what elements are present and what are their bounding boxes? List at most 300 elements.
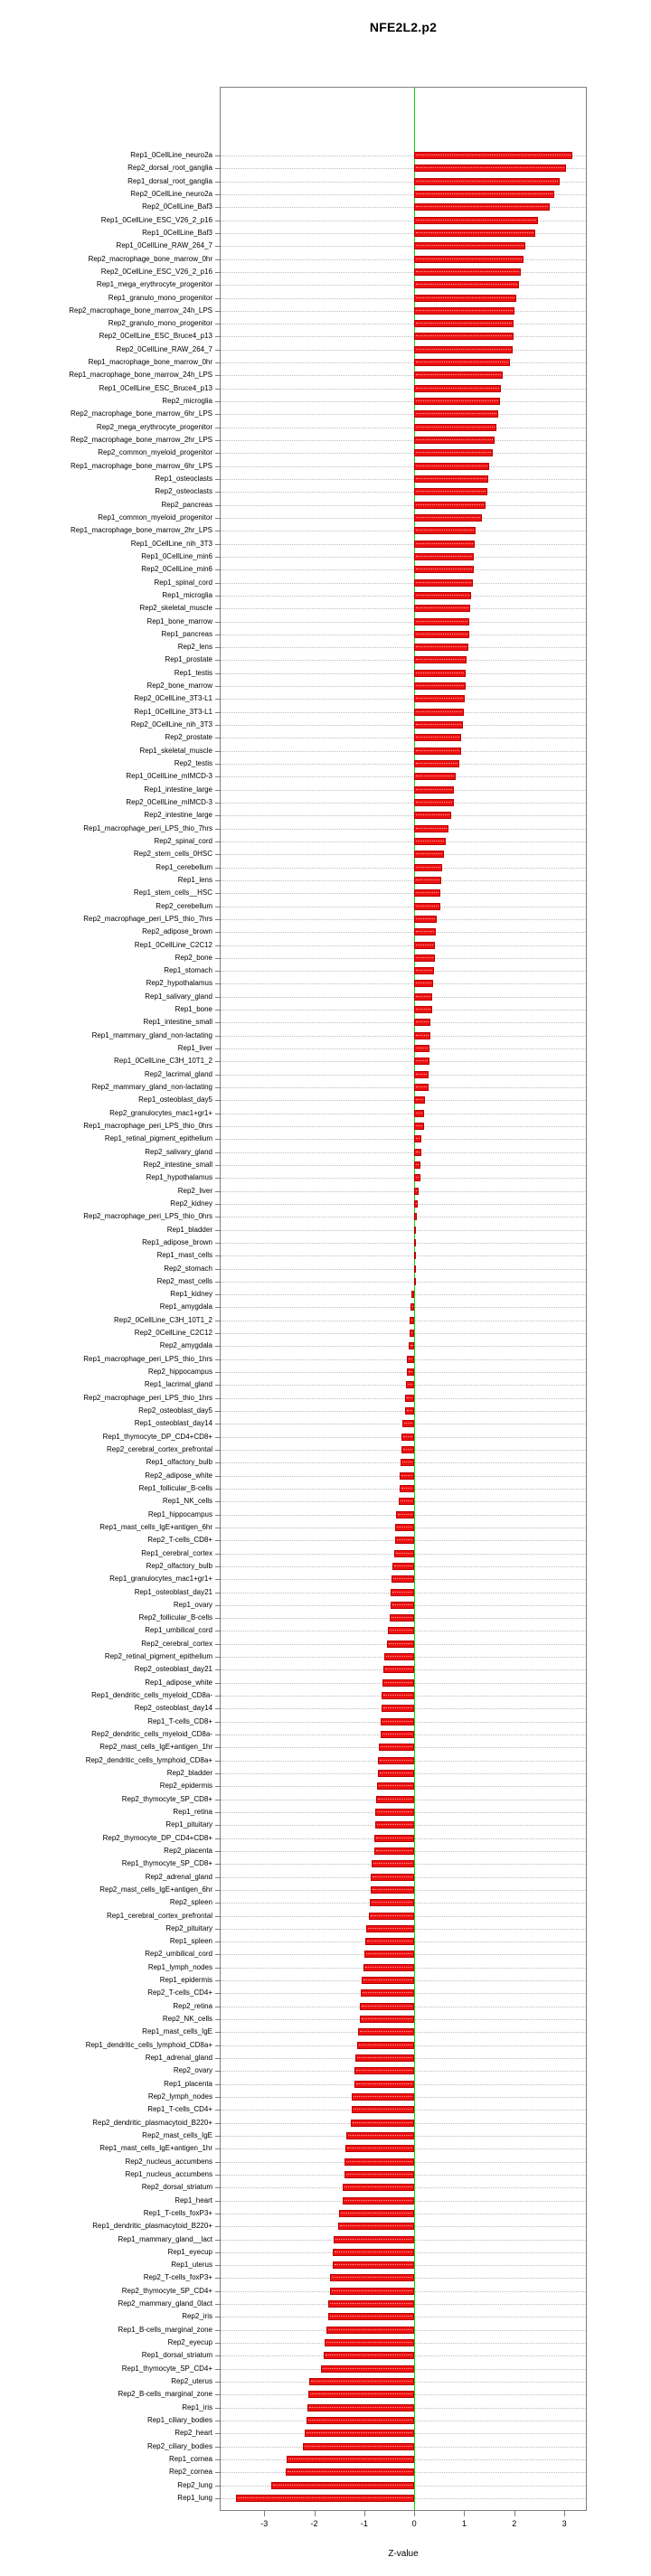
bar xyxy=(414,371,502,379)
bar-row xyxy=(182,2402,586,2414)
row-reference-line xyxy=(221,440,586,441)
bar-row xyxy=(142,2129,586,2142)
bar xyxy=(414,889,440,897)
row-label: Rep1_lens xyxy=(177,875,212,884)
y-tick xyxy=(215,1087,221,1088)
row-label: Rep2_adipose_white xyxy=(145,1471,212,1480)
bar xyxy=(414,281,519,288)
bar-row xyxy=(85,2039,586,2052)
bar-row xyxy=(147,1509,586,1521)
bar-row xyxy=(91,1081,586,1094)
y-tick xyxy=(215,2058,221,2059)
bar xyxy=(414,320,514,327)
y-tick xyxy=(215,2472,221,2473)
y-tick xyxy=(215,2408,221,2409)
row-label: Rep1_NK_cells xyxy=(162,1497,212,1506)
bar xyxy=(414,1174,420,1181)
y-tick xyxy=(215,2433,221,2434)
row-reference-line xyxy=(221,1139,586,1140)
bar xyxy=(365,1938,414,1945)
bar-row xyxy=(143,1016,586,1029)
row-label: Rep1_macrophage_peri_LPS_thio_0hrs xyxy=(83,1122,212,1130)
x-tick-label: 0 xyxy=(411,2519,417,2528)
bar-row xyxy=(141,1638,586,1650)
bar xyxy=(414,747,461,755)
bar-row xyxy=(134,1702,586,1715)
row-reference-line xyxy=(221,868,586,869)
y-tick xyxy=(215,505,221,506)
bar-row xyxy=(177,641,586,653)
row-label: Rep2_thymocyte_SP_CD8+ xyxy=(121,1794,212,1803)
bar xyxy=(414,799,453,806)
bar-row xyxy=(102,1832,586,1845)
bar xyxy=(334,2236,414,2243)
row-label: Rep2_0CellLine_Baf3 xyxy=(142,202,212,212)
y-tick xyxy=(215,2045,221,2046)
bar-row xyxy=(147,1366,586,1378)
bar-row xyxy=(170,1288,586,1301)
row-reference-line xyxy=(221,375,586,376)
y-tick xyxy=(215,1618,221,1619)
y-tick xyxy=(215,1204,221,1205)
y-tick xyxy=(215,1036,221,1037)
bar-row xyxy=(161,499,586,512)
x-tick-label: -3 xyxy=(260,2519,269,2528)
bar-row xyxy=(127,162,586,174)
bar xyxy=(414,1123,423,1130)
y-tick xyxy=(215,1851,221,1852)
bar-row xyxy=(108,292,586,305)
bar xyxy=(414,1265,416,1273)
row-reference-line xyxy=(221,1075,586,1076)
bar xyxy=(414,1252,416,1259)
row-label: Rep1_prostate xyxy=(165,655,212,664)
row-label: Rep1_mast_cells_IgE+antigen_6hr xyxy=(99,1522,212,1531)
y-tick xyxy=(215,1022,221,1023)
bar xyxy=(411,1291,414,1298)
y-tick xyxy=(215,2187,221,2188)
row-label: Rep1_osteoclasts xyxy=(155,475,212,483)
y-tick xyxy=(215,207,221,208)
row-label: Rep2_granulo_mono_progenitor xyxy=(108,319,212,328)
y-tick xyxy=(215,2136,221,2137)
bar-row xyxy=(130,149,586,162)
row-label: Rep1_lung xyxy=(177,2493,212,2502)
row-label: Rep1_thymocyte_DP_CD4+CD8+ xyxy=(102,1432,212,1441)
bar-row xyxy=(164,1845,586,1857)
bar-row xyxy=(99,382,586,395)
bar xyxy=(271,2482,414,2489)
row-label: Rep2_mammary_gland_non-lactating xyxy=(91,1083,212,1092)
bar xyxy=(414,359,510,366)
row-label: Rep1_bone xyxy=(175,1005,212,1014)
bar-row xyxy=(118,2388,586,2401)
row-label: Rep2_microglia xyxy=(162,397,212,406)
row-label: Rep2_stomach xyxy=(164,1264,212,1273)
bar-row xyxy=(146,1560,586,1573)
row-label: Rep1_0CellLine_ESC_V26_2_p16 xyxy=(100,215,212,224)
row-label: Rep2_lens xyxy=(177,643,212,652)
y-tick xyxy=(215,440,221,441)
row-label: Rep2_0CellLine_RAW_264_7 xyxy=(116,344,212,353)
row-reference-line xyxy=(221,647,586,648)
bar-row xyxy=(109,1107,586,1120)
bar xyxy=(414,475,488,483)
bar xyxy=(414,592,471,599)
y-tick xyxy=(215,596,221,597)
bar xyxy=(324,2352,414,2359)
bar-row xyxy=(116,343,586,356)
bar xyxy=(414,1188,419,1195)
row-label: Rep2_nucleus_accumbens xyxy=(125,2157,212,2166)
y-tick xyxy=(215,350,221,351)
bar-row xyxy=(133,848,586,860)
y-tick xyxy=(215,1593,221,1594)
bar-row xyxy=(171,2375,586,2388)
y-tick xyxy=(215,1903,221,1904)
bar xyxy=(414,165,566,172)
bar-row xyxy=(146,977,586,990)
row-label: Rep1_dorsal_root_ganglia xyxy=(127,176,212,185)
bar-row xyxy=(134,1663,586,1676)
bar-row xyxy=(145,2052,586,2064)
bar-row xyxy=(126,796,586,809)
y-tick xyxy=(215,1010,221,1011)
bar xyxy=(414,217,538,224)
row-label: Rep1_stomach xyxy=(164,966,212,975)
bar-row xyxy=(162,1495,586,1508)
bar-row xyxy=(170,1198,586,1210)
y-tick xyxy=(215,2394,221,2395)
bar-row xyxy=(142,201,586,213)
bar-row xyxy=(88,253,586,266)
bar-row xyxy=(144,1378,586,1391)
row-label: Rep1_pituitary xyxy=(165,1820,212,1829)
row-label: Rep1_T-cells_foxP3+ xyxy=(143,2208,212,2217)
row-label: Rep2_cornea xyxy=(168,2468,212,2477)
bar xyxy=(360,2016,415,2023)
row-label: Rep2_hypothalamus xyxy=(146,979,212,988)
y-tick xyxy=(215,1696,221,1697)
row-label: Rep1_ovary xyxy=(173,1600,212,1609)
bar xyxy=(414,709,463,716)
bar-row xyxy=(141,2181,586,2194)
row-reference-line xyxy=(221,583,586,584)
bar-row xyxy=(154,835,586,848)
bar-row xyxy=(159,1340,586,1352)
bar xyxy=(407,1356,414,1363)
y-tick xyxy=(215,790,221,791)
bar-row xyxy=(146,2440,586,2453)
y-tick xyxy=(215,2123,221,2124)
bar-row xyxy=(71,408,586,420)
bar-row xyxy=(147,1961,586,1974)
x-tick xyxy=(514,2511,515,2516)
row-label: Rep2_retina xyxy=(173,2001,212,2010)
bar-row xyxy=(155,485,586,498)
plot-panel xyxy=(69,87,587,2511)
bar xyxy=(414,514,482,522)
bar xyxy=(414,385,501,392)
bar-row xyxy=(130,538,586,550)
bar xyxy=(344,2171,415,2178)
bar-row xyxy=(83,1120,586,1133)
bar xyxy=(338,2223,414,2230)
row-label: Rep1_iris xyxy=(182,2402,212,2411)
bar-row xyxy=(134,939,586,952)
bar xyxy=(414,1213,417,1220)
x-tick xyxy=(564,2511,565,2516)
bar-row xyxy=(96,421,586,434)
row-label: Rep2_pituitary xyxy=(165,1923,212,1932)
y-tick xyxy=(215,1372,221,1373)
y-tick xyxy=(215,958,221,959)
bar xyxy=(414,307,514,315)
y-tick xyxy=(215,880,221,881)
y-tick xyxy=(215,1243,221,1244)
row-label: Rep1_mast_cells xyxy=(156,1251,212,1260)
bar-row xyxy=(98,512,586,524)
row-label: Rep1_0CellLine_mIMCD-3 xyxy=(126,772,212,781)
y-tick xyxy=(215,2175,221,2176)
bar xyxy=(410,1303,414,1311)
row-reference-line xyxy=(221,285,586,286)
y-tick xyxy=(215,1501,221,1502)
bar-row xyxy=(134,692,586,705)
y-tick xyxy=(215,854,221,855)
bar-row xyxy=(174,667,586,680)
bar-row xyxy=(104,1650,586,1663)
row-label: Rep1_epidermis xyxy=(159,1976,212,1985)
y-tick xyxy=(215,608,221,609)
x-tick xyxy=(464,2511,465,2516)
row-label: Rep2_dorsal_striatum xyxy=(141,2183,212,2192)
bar-row xyxy=(114,1055,586,1067)
row-label: Rep2_bone_marrow xyxy=(146,682,212,691)
row-reference-line xyxy=(221,1346,586,1347)
y-tick xyxy=(215,569,221,570)
bar-row xyxy=(144,1068,586,1081)
bar-row xyxy=(166,1224,586,1236)
row-label: Rep2_T-cells_CD4+ xyxy=(147,1988,212,1998)
row-reference-line xyxy=(221,1411,586,1412)
bar xyxy=(371,1874,414,1881)
bar-row xyxy=(162,395,586,408)
bar xyxy=(402,1420,414,1427)
bar-row xyxy=(104,1133,586,1145)
bar xyxy=(387,1641,414,1648)
row-reference-line xyxy=(221,803,586,804)
bar xyxy=(410,1330,415,1337)
bar-row xyxy=(159,1301,586,1313)
y-tick xyxy=(215,1255,221,1256)
row-reference-line xyxy=(221,725,586,726)
bar xyxy=(414,928,436,935)
y-tick xyxy=(215,1048,221,1049)
bar xyxy=(414,993,432,1001)
row-reference-line xyxy=(221,932,586,933)
y-tick xyxy=(215,182,221,183)
y-tick xyxy=(215,2097,221,2098)
bar xyxy=(351,2120,414,2127)
row-reference-line xyxy=(221,608,586,609)
y-tick xyxy=(215,557,221,558)
row-label: Rep2_macrophage_bone_marrow_24h_LPS xyxy=(69,306,212,315)
y-tick xyxy=(215,868,221,869)
row-reference-line xyxy=(221,246,586,247)
bar xyxy=(414,1096,425,1104)
row-label: Rep1_0CellLine_C3H_10T1_2 xyxy=(114,1057,212,1066)
row-label: Rep1_thymocyte_SP_CD4+ xyxy=(121,2364,212,2373)
bar xyxy=(369,1913,414,1920)
y-tick xyxy=(215,1657,221,1658)
bar xyxy=(414,1058,429,1065)
bar xyxy=(414,670,466,677)
bar-row xyxy=(166,1767,586,1780)
row-label: Rep1_adipose_brown xyxy=(142,1237,212,1246)
row-label: Rep1_osteoblast_day14 xyxy=(134,1419,212,1428)
row-label: Rep1_0CellLine_nih_3T3 xyxy=(130,539,212,548)
bar xyxy=(406,1381,414,1388)
bar xyxy=(354,2067,414,2074)
bar xyxy=(307,2417,414,2424)
row-reference-line xyxy=(221,1255,586,1256)
row-label: Rep2_lymph_nodes xyxy=(147,2092,212,2101)
bar xyxy=(286,2468,414,2476)
y-tick xyxy=(215,1385,221,1386)
x-tick xyxy=(315,2511,316,2516)
bar xyxy=(354,2081,415,2088)
bar xyxy=(379,1744,414,1751)
y-tick xyxy=(215,1605,221,1606)
bar xyxy=(360,2003,414,2010)
y-tick xyxy=(215,776,221,777)
bar xyxy=(362,1977,414,1984)
y-tick xyxy=(215,168,221,169)
y-tick xyxy=(215,583,221,584)
bar xyxy=(321,2365,414,2373)
y-tick xyxy=(215,2071,221,2072)
row-label: Rep1_T-cells_CD4+ xyxy=(147,2105,212,2114)
bar-row xyxy=(164,2078,586,2091)
row-reference-line xyxy=(221,1022,586,1023)
bar xyxy=(392,1563,414,1570)
row-label: Rep1_0CellLine_Baf3 xyxy=(142,228,212,237)
bar-row xyxy=(126,770,586,783)
y-tick xyxy=(215,1307,221,1308)
row-label: Rep1_0CellLine_3T3-L1 xyxy=(134,707,212,716)
y-tick xyxy=(215,1669,221,1670)
bar-row xyxy=(165,1819,586,1831)
row-reference-line xyxy=(221,983,586,984)
row-label: Rep2_bladder xyxy=(166,1769,212,1777)
row-label: Rep1_0CellLine_min6 xyxy=(141,551,212,560)
row-reference-line xyxy=(221,298,586,299)
bar-row xyxy=(175,2195,586,2207)
row-reference-line xyxy=(221,479,586,480)
y-tick xyxy=(215,2382,221,2383)
bar xyxy=(414,1227,416,1234)
bar xyxy=(401,1459,414,1466)
bar xyxy=(374,1847,415,1855)
bar xyxy=(382,1705,414,1712)
row-label: Rep2_iris xyxy=(182,2312,212,2321)
y-tick xyxy=(215,2252,221,2253)
row-label: Rep2_0CellLine_C2C12 xyxy=(134,1329,212,1338)
bar xyxy=(414,786,454,794)
row-reference-line xyxy=(221,401,586,402)
bar-row xyxy=(156,861,586,874)
row-label: Rep1_granulocytes_mac1+gr1+ xyxy=(109,1575,212,1584)
bar xyxy=(307,2404,414,2411)
row-reference-line xyxy=(221,1230,586,1231)
bar-row xyxy=(121,1793,586,1806)
x-tick-label: 3 xyxy=(561,2519,567,2528)
y-tick xyxy=(215,803,221,804)
row-label: Rep2_thymocyte_SP_CD4+ xyxy=(121,2286,212,2295)
y-tick xyxy=(215,1566,221,1567)
row-label: Rep1_spleen xyxy=(169,1937,212,1946)
row-reference-line xyxy=(221,569,586,570)
bar-row xyxy=(145,1146,586,1159)
row-label: Rep2_prostate xyxy=(165,733,212,742)
bar-row xyxy=(91,1689,586,1702)
row-reference-line xyxy=(221,1087,586,1088)
y-tick xyxy=(215,194,221,195)
bar xyxy=(414,838,446,845)
row-reference-line xyxy=(221,1359,586,1360)
bar xyxy=(414,437,495,444)
bar-row xyxy=(162,2013,586,2026)
bar-row xyxy=(147,1987,586,1999)
row-reference-line xyxy=(221,1010,586,1011)
row-label: Rep1_pancreas xyxy=(161,629,212,638)
row-reference-line xyxy=(221,854,586,855)
bar xyxy=(382,1692,414,1699)
row-label: Rep1_uterus xyxy=(171,2261,212,2270)
row-label: Rep1_dendritic_cells_myeloid_CD8a- xyxy=(91,1691,212,1700)
y-tick xyxy=(215,932,221,933)
row-label: Rep2_adrenal_gland xyxy=(145,1872,212,1881)
row-label: Rep2_dendritic_cells_lymphoid_CD8a+ xyxy=(85,1755,212,1764)
y-tick xyxy=(215,1929,221,1930)
y-tick xyxy=(215,2304,221,2305)
bar xyxy=(396,1511,414,1518)
y-tick xyxy=(215,2330,221,2331)
y-tick xyxy=(215,2201,221,2202)
bar xyxy=(414,864,442,871)
bar-row xyxy=(141,563,586,576)
bar-row xyxy=(116,240,586,252)
bar-row xyxy=(175,952,586,964)
y-tick xyxy=(215,1139,221,1140)
row-label: Rep2_spleen xyxy=(169,1898,212,1907)
bar xyxy=(414,398,500,405)
bar xyxy=(392,1575,414,1583)
bar-row xyxy=(109,1573,586,1585)
bar-row xyxy=(118,2233,586,2246)
row-label: Rep1_dendritic_plasmacytoid_B220+ xyxy=(92,2222,212,2231)
bar-row xyxy=(167,2246,586,2259)
row-label: Rep1_nucleus_accumbens xyxy=(125,2169,212,2178)
bar-row xyxy=(165,653,586,666)
row-label: Rep2_mast_cells_IgE xyxy=(142,2130,212,2139)
y-tick xyxy=(215,1061,221,1062)
bar xyxy=(376,1796,414,1803)
bar-row xyxy=(138,1094,586,1106)
bar-row xyxy=(91,1728,586,1741)
row-label: Rep1_placenta xyxy=(164,2079,212,2088)
